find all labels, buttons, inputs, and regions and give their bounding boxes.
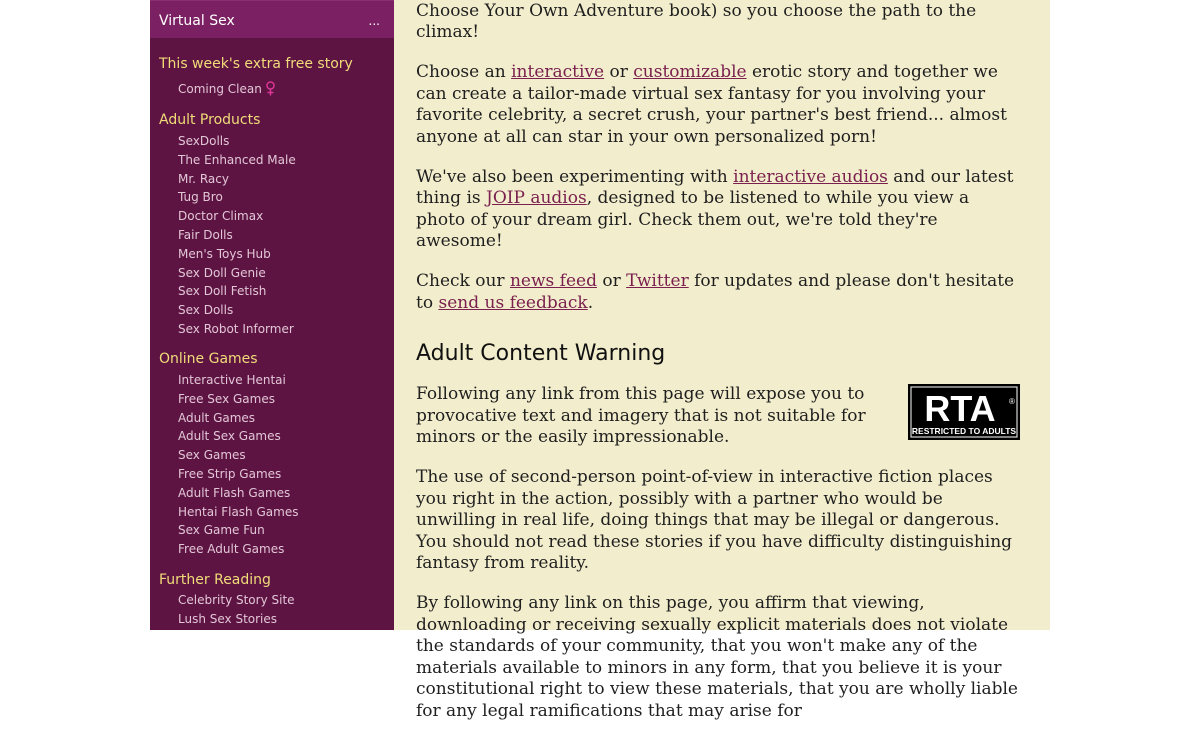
sidebar-item-link[interactable]: Sex Robot Informer [178,321,294,336]
sidebar-item-link[interactable]: Sex Dolls [178,303,234,318]
paragraph-updates [416,271,1020,314]
sidebar-item-link[interactable]: Adult Sex Games [178,429,281,444]
sidebar-item-link[interactable]: Men's Toys Hub [178,246,271,261]
intro-paragraph-tail: Choose Your Own Adventure book) so you choose the path to the climax! [416,0,977,42]
sidebar-title[interactable]: Virtual Sex [159,13,235,29]
sidebar-item-link[interactable]: Sex Games [178,448,246,463]
paragraph-affirm: By following any link on this page, you affirm that viewing, downloading or receiving sexually explicit materials does not violate the standards of your community, that you won't make any of the materials available to minors in any form, that you believe it is your constitutional right to view these materials, that you are wholly liable for any legal ramifications that may arise for [416,593,1018,721]
rta-sub-text: RESTRICTED TO ADULTS [911,426,1017,436]
text-span: and our latest thing is [416,166,1014,208]
section-heading-further-reading: Further Reading [159,572,271,588]
sidebar-item-coming-clean[interactable] [178,80,276,99]
sidebar-item-label[interactable]: Coming Clean [178,82,262,96]
rta-logo-icon [908,384,1020,440]
sidebar [150,0,394,630]
paragraph-choose-story [416,62,1020,148]
paragraph-expose-warning: Following any link from this page will expose you to provocative text and imagery that is not suitable for minors or the easily impressionable. [416,384,866,447]
paragraph-second-person: The use of second-person point-of-view in interactive fiction places you right in the action, possibly with a partner who would be unwilling in real life, doing things that may be illegal or dangerous. You should not read these stories if you have difficulty distinguishing fantasy from reality. [416,467,1013,573]
section-heading-extra-story: This week's extra free story [159,56,353,72]
list-adult-products [178,132,296,339]
sidebar-item-link[interactable]: Tug Bro [178,190,223,205]
sidebar-item-link[interactable]: Adult Flash Games [178,485,291,500]
text-span: . [587,292,594,313]
sidebar-item-link[interactable]: Doctor Climax [178,209,264,224]
interactive-audios-link[interactable]: interactive audios [733,166,888,187]
text-span: or [596,271,627,291]
sidebar-item-link[interactable]: Lush Sex Stories [178,611,278,626]
sidebar-header [150,0,394,38]
sidebar-item-link[interactable]: Sex Doll Genie [178,265,266,280]
ellipsis-menu-icon[interactable]: ... [368,14,380,28]
text-span: , designed to be listened to while you view a photo of your dream girl. Check them out, we're told they're awesome! [416,188,970,251]
sidebar-item-link[interactable]: Free Strip Games [178,466,282,481]
send-feedback-link[interactable]: send us feedback [438,292,588,313]
sidebar-item-link[interactable]: Mr. Racy [178,171,229,186]
sidebar-item-link[interactable]: Hentai Flash Games [178,504,299,519]
list-further-reading [178,591,295,629]
sidebar-item-link[interactable]: Fair Dolls [178,227,233,242]
list-online-games [178,371,298,559]
article-body [416,0,1020,741]
sidebar-item-link[interactable]: Celebrity Story Site [178,593,295,607]
main-content [394,0,1050,721]
sidebar-item-link[interactable]: Sex Doll Fetish [178,284,267,299]
female-symbol-icon [265,81,276,102]
rta-badge[interactable] [908,384,1020,440]
section-heading-adult-products: Adult Products [159,112,261,128]
text-span: Check our [416,271,510,291]
text-span: We've also been experimenting with [416,166,734,187]
text-span: for updates and please don't hesitate to [416,271,1015,313]
warning-heading: Adult Content Warning [416,341,666,366]
sidebar-item-link[interactable]: SexDolls [178,134,230,148]
paragraph-audios [416,167,1020,253]
sidebar-item-link[interactable]: Interactive Hentai [178,373,286,387]
sidebar-item-link[interactable]: Free Adult Games [178,542,285,557]
interactive-link[interactable]: interactive [511,62,605,82]
sidebar-item-link[interactable]: Sex Game Fun [178,523,265,538]
registered-mark: ® [1009,397,1015,406]
warning-block [416,384,1020,449]
sidebar-item-link[interactable]: The Enhanced Male [178,152,296,167]
rta-main-text: RTA [924,388,996,429]
sidebar-item-link[interactable]: Adult Games [178,410,256,425]
text-span: erotic story and together we can create a tailor-made virtual sex fantasy for you involving your favorite celebrity, a secret crush, your partner's best friend... almost anyone at all can star in your own personalized porn! [416,62,1007,147]
list-extra-story [178,80,276,99]
joip-audios-link[interactable]: JOIP audios [486,188,587,208]
text-span: or [604,62,634,82]
text-span: Choose an [416,62,512,82]
customizable-link[interactable]: customizable [633,62,747,82]
right-margin [1050,0,1200,630]
news-feed-link[interactable]: news feed [509,271,597,291]
twitter-link[interactable]: Twitter [626,271,689,291]
section-heading-online-games: Online Games [159,351,258,367]
sidebar-item-link[interactable]: Free Sex Games [178,391,275,406]
